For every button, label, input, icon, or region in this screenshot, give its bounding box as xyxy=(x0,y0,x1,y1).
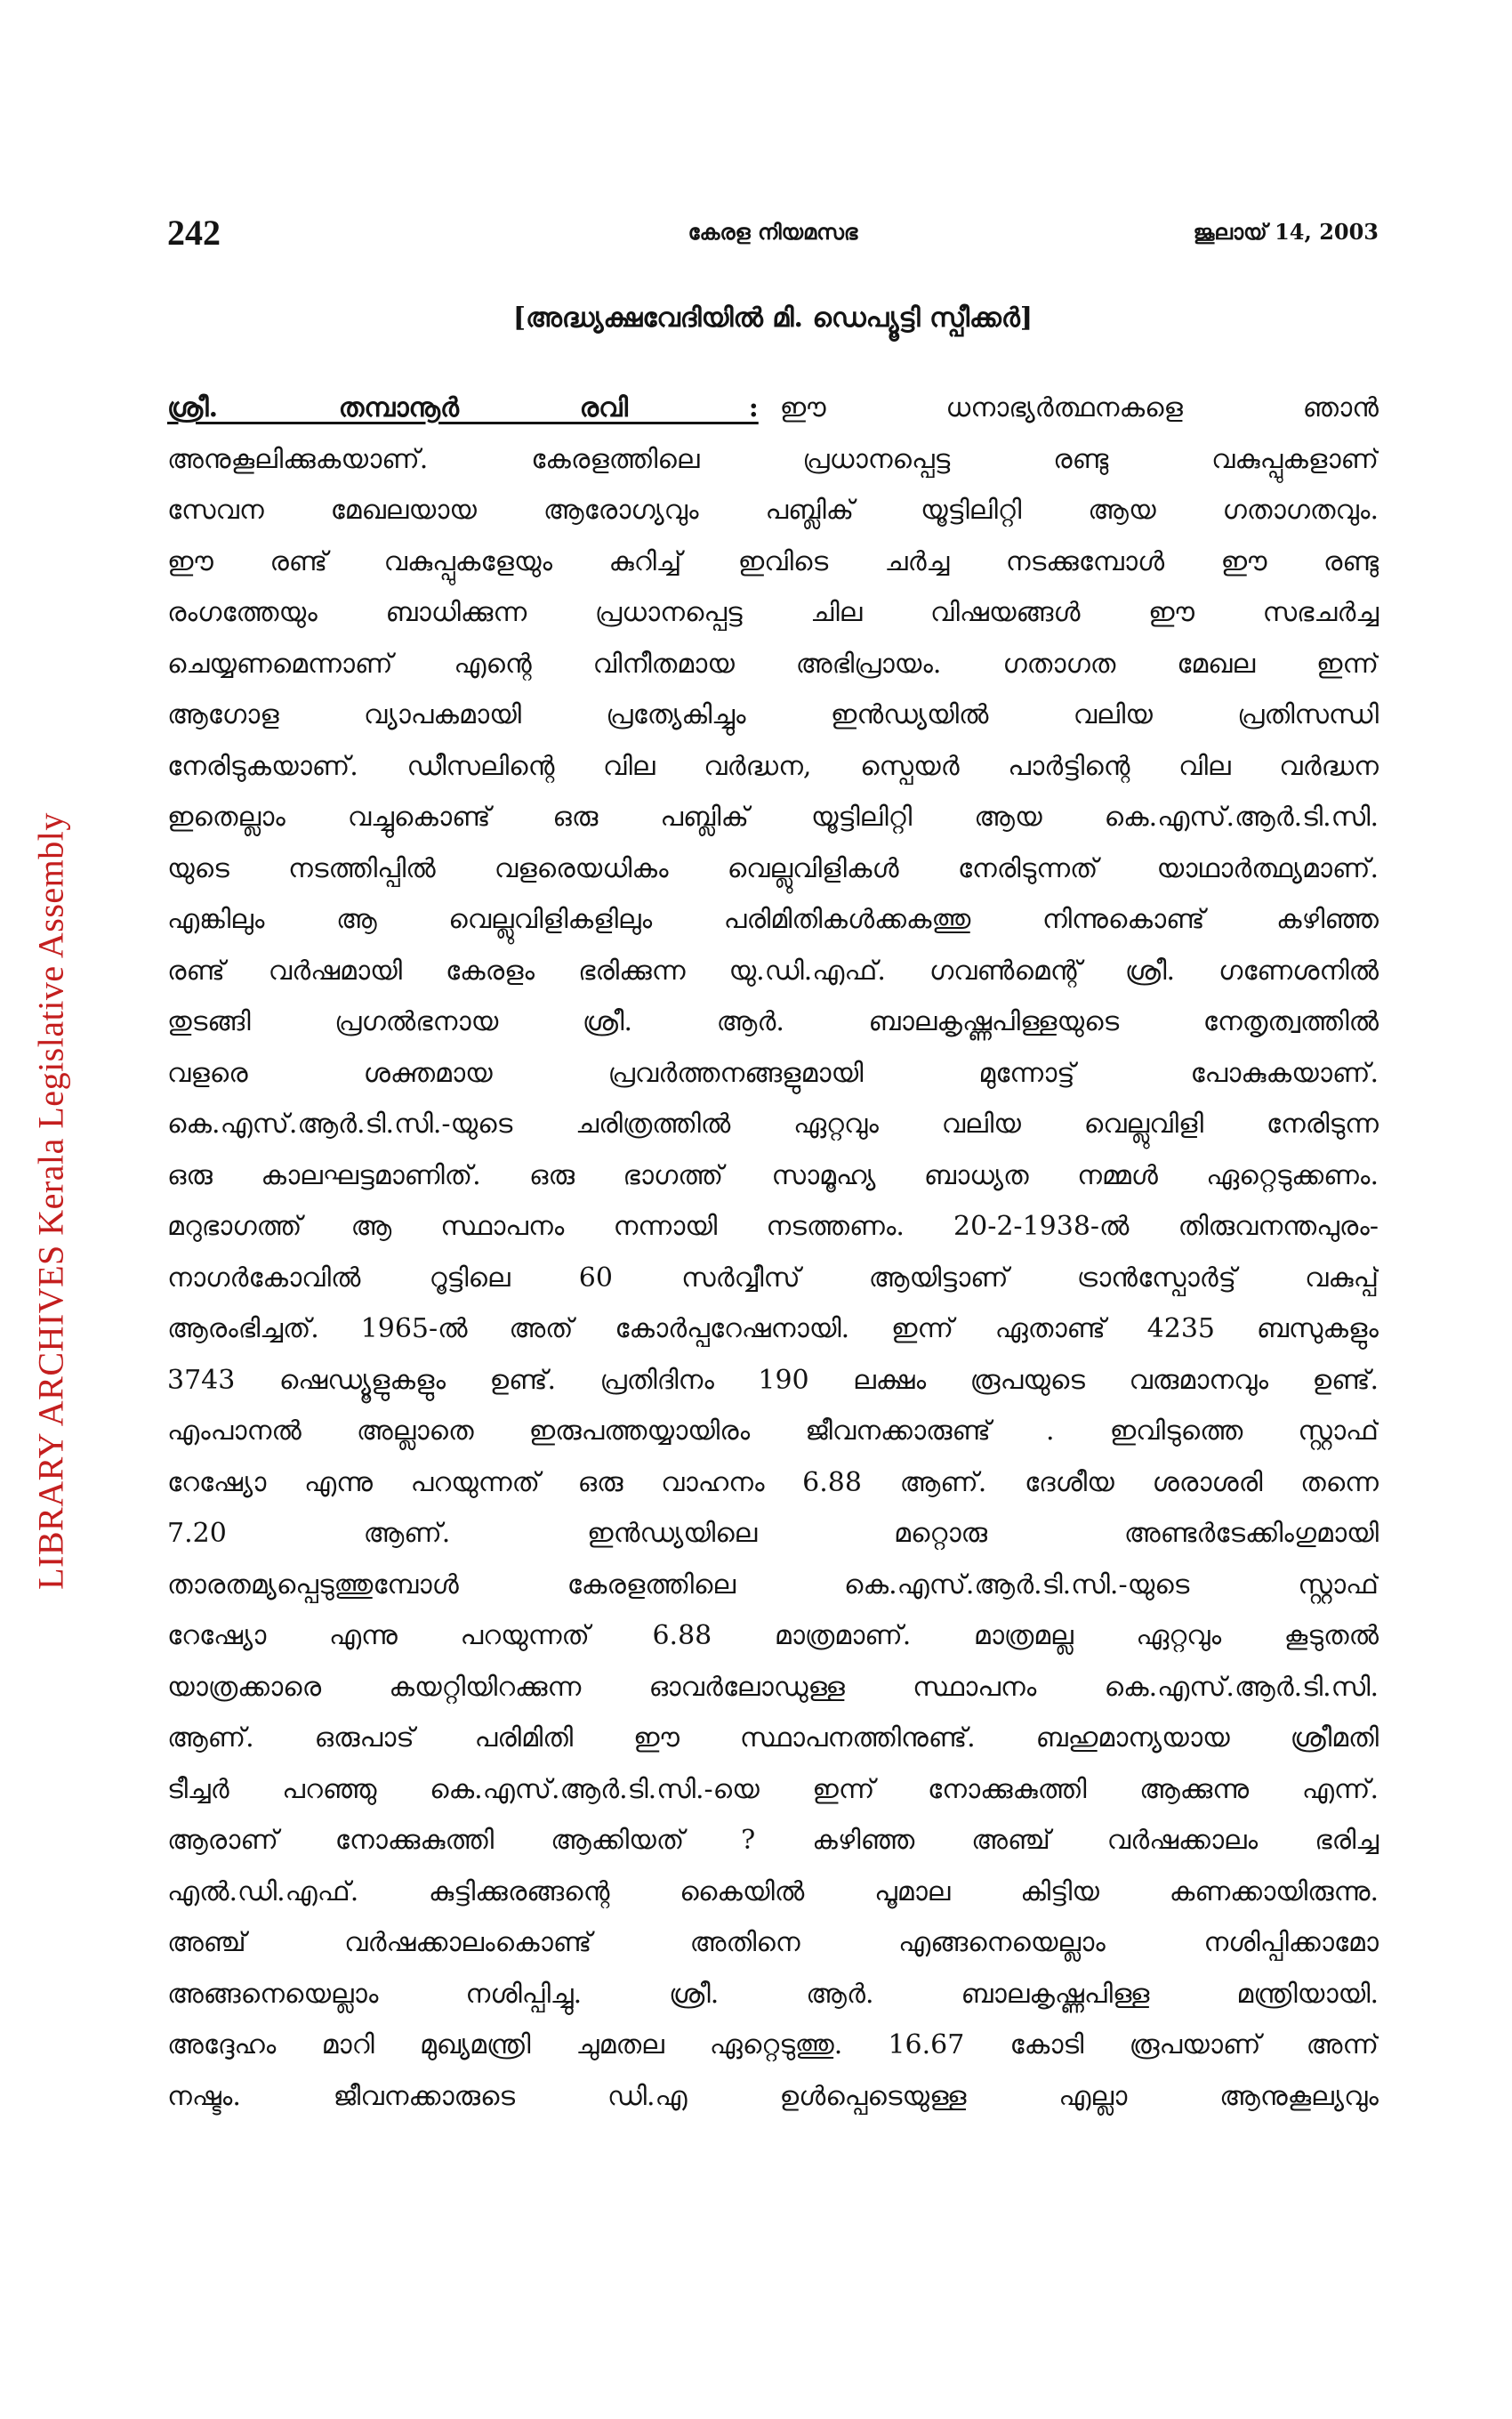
chair-note: [അദ്ധ്യക്ഷവേദിയിൽ മി. ഡെപ്യൂട്ടി സ്പീക്കർ] xyxy=(512,302,1033,334)
text-line: അദ്ദേഹം മാറി മുഖ്യമന്ത്രി ചുമതല ഏറ്റെടുത്തു. 16.67 കോടി രൂപയാണ് അന്ന് xyxy=(167,2029,1379,2060)
text-line: ആണ്. ഒരുപാട് പരിമിതി ഈ സ്ഥാപനത്തിനുണ്ട്. ബഹുമാന്യയായ ശ്രീമതി xyxy=(167,1722,1379,1754)
page-number: 242 xyxy=(167,213,221,253)
text-line: നേരിടുകയാണ്. ഡീസലിന്റെ വില വർദ്ധന, സ്പെയർ പാർട്ടിന്റെ വില വർദ്ധന xyxy=(167,750,1379,782)
speaker-name: ശ്രീ. തമ്പാനൂർ രവി : xyxy=(167,392,759,423)
running-title: കേരള നിയമസഭ xyxy=(688,219,858,245)
text-line: രണ്ട് വർഷമായി കേരളം ഭരിക്കുന്ന യു.ഡി.എഫ്. ഗവൺമെന്റ് ശ്രീ. ഗണേശനിൽ xyxy=(167,955,1379,987)
text-line: ഇതെല്ലാം വച്ചുകൊണ്ട് ഒരു പബ്ലിക് യൂട്ടിലിറ്റി ആയ കെ.എസ്.ആർ.ടി.സി. xyxy=(167,802,1379,833)
text-line: ഈ രണ്ട് വകുപ്പുകളേയും കുറിച്ച് ഇവിടെ ചർച്ച നടക്കുമ്പോൾ ഈ രണ്ടു xyxy=(167,545,1379,577)
text-line: 7.20 ആണ്. ഇൻഡ്യയിലെ മറ്റൊരു അണ്ടർടേക്കിംഗുമായി xyxy=(167,1518,1379,1549)
text-line xyxy=(167,383,1379,434)
text-line: ടീച്ചർ പറഞ്ഞു കെ.എസ്.ആർ.ടി.സി.-യെ ഇന്ന് നോക്കുകുത്തി ആക്കുന്നു എന്ന്. xyxy=(167,1773,1379,1805)
side-watermark: LIBRARY ARCHIVES Kerala Legislative Assembly xyxy=(30,812,71,1590)
text-line: ആഗോള വ്യാപകമായി പ്രത്യേകിച്ചും ഇൻഡ്യയിൽ വലിയ പ്രതിസന്ധി xyxy=(167,699,1379,730)
text-line: വളരെ ശക്തമായ പ്രവർത്തനങ്ങളുമായി മുന്നോട്ട് പോകുകയാണ്. xyxy=(167,1057,1379,1089)
text-line: എങ്കിലും ആ വെല്ലുവിളികളിലും പരിമിതികൾക്കകത്തു നിന്നുകൊണ്ട് കഴിഞ്ഞ xyxy=(167,904,1379,935)
text-line: എൽ.ഡി.എഫ്. കുട്ടിക്കുരങ്ങന്റെ കൈയിൽ പൂമാല കിട്ടിയ കണക്കായിരുന്നു. xyxy=(167,1875,1379,1907)
text-line: മറുഭാഗത്ത് ആ സ്ഥാപനം നന്നായി നടത്തണം. 20-2-1938-ൽ തിരുവനന്തപുരം- xyxy=(167,1211,1379,1242)
text-line: റേഷ്യോ എന്നു പറയുന്നത് ഒരു വാഹനം 6.88 ആണ്. ദേശീയ ശരാശരി തന്നെ xyxy=(167,1466,1379,1498)
text-line: താരതമ്യപ്പെടുത്തുമ്പോൾ കേരളത്തിലെ കെ.എസ്.ആർ.ടി.സി.-യുടെ സ്റ്റാഫ് xyxy=(167,1568,1379,1601)
text-line: ചെയ്യണമെന്നാണ് എന്റെ വിനീതമായ അഭിപ്രായം. ഗതാഗത മേഖല ഇന്ന് xyxy=(167,648,1379,680)
text-line: ആരാണ് നോക്കുകുത്തി ആക്കിയത് ? കഴിഞ്ഞ അഞ്ച് വർഷക്കാലം ഭരിച്ച xyxy=(167,1825,1379,1856)
text-line: ഒരു കാലഘട്ടമാണിത്. ഒരു ഭാഗത്ത് സാമൂഹ്യ ബാധ്യത നമ്മൾ ഏറ്റെടുക്കണം. xyxy=(167,1159,1379,1191)
text-line: നാഗർകോവിൽ റൂട്ടിലെ 60 സർവ്വീസ് ആയിട്ടാണ് ട്രാൻസ്പോർട്ട് വകുപ്പ് xyxy=(167,1262,1379,1294)
line-text: ഈ ധനാഭ്യർത്ഥനകളെ ഞാൻ xyxy=(779,392,1379,423)
text-line: റേഷ്യോ എന്നു പറയുന്നത് 6.88 മാത്രമാണ്. മാത്രമല്ല ഏറ്റവും കൂടുതൽ xyxy=(167,1620,1379,1651)
speech-body xyxy=(167,383,1379,2122)
page-header xyxy=(167,212,1379,265)
text-line: യാത്രക്കാരെ കയറ്റിയിറക്കുന്ന ഓവർലോഡുള്ള സ്ഥാപനം കെ.എസ്.ആർ.ടി.സി. xyxy=(167,1671,1379,1703)
text-line: എംപാനൽ അല്ലാതെ ഇരുപത്തയ്യായിരം ജീവനക്കാരുണ്ട് . ഇവിടുത്തെ സ്റ്റാഫ് xyxy=(167,1415,1379,1447)
text-line: രംഗത്തേയും ബാധിക്കുന്ന പ്രധാനപ്പെട്ട ചില വിഷയങ്ങൾ ഈ സഭചർച്ച xyxy=(167,597,1379,628)
text-line: ആരംഭിച്ചത്. 1965-ൽ അത് കോർപ്പറേഷനായി. ഇന്ന് ഏതാണ്ട് 4235 ബസുകളും xyxy=(167,1313,1379,1344)
text-line: തുടങ്ങി പ്രഗൽഭനായ ശ്രീ. ആർ. ബാലകൃഷ്ണപിള്ളയുടെ നേതൃത്വത്തിൽ xyxy=(167,1006,1379,1037)
text-line: അനുകൂലിക്കുകയാണ്. കേരളത്തിലെ പ്രധാനപ്പെട്ട രണ്ടു വകുപ്പുകളാണ് xyxy=(167,443,1379,475)
text-line: കെ.എസ്.ആർ.ടി.സി.-യുടെ ചരിത്രത്തിൽ ഏറ്റവും വലിയ വെല്ലുവിളി നേരിടുന്ന xyxy=(167,1109,1379,1140)
text-line: യുടെ നടത്തിപ്പിൽ വളരെയധികം വെല്ലുവിളികൾ നേരിടുന്നത് യാഥാർത്ഥ്യമാണ്. xyxy=(167,852,1379,884)
text-line: സേവന മേഖലയായ ആരോഗ്യവും പബ്ലിക് യൂട്ടിലിറ്റി ആയ ഗതാഗതവും. xyxy=(167,495,1379,526)
header-date: ജൂലായ് 14, 2003 xyxy=(1193,219,1379,245)
text-line: നഷ്ടം. ജീവനക്കാരുടെ ഡി.എ ഉൾപ്പെടെയുള്ള എല്ലാ ആനുകൂല്യവും xyxy=(167,2080,1379,2112)
text-line: അങ്ങനെയെല്ലാം നശിപ്പിച്ചു. ശ്രീ. ആർ. ബാലകൃഷ്ണപിള്ള മന്ത്രിയായി. xyxy=(167,1978,1379,2010)
text-line: 3743 ഷെഡ്യൂളുകളും ഉണ്ട്. പ്രതിദിനം 190 ലക്ഷം രൂപയുടെ വരുമാനവും ഉണ്ട്. xyxy=(167,1364,1379,1396)
text-line: അഞ്ച് വർഷക്കാലംകൊണ്ട് അതിനെ എങ്ങനെയെല്ലാം നശിപ്പിക്കാമോ xyxy=(167,1927,1379,1958)
